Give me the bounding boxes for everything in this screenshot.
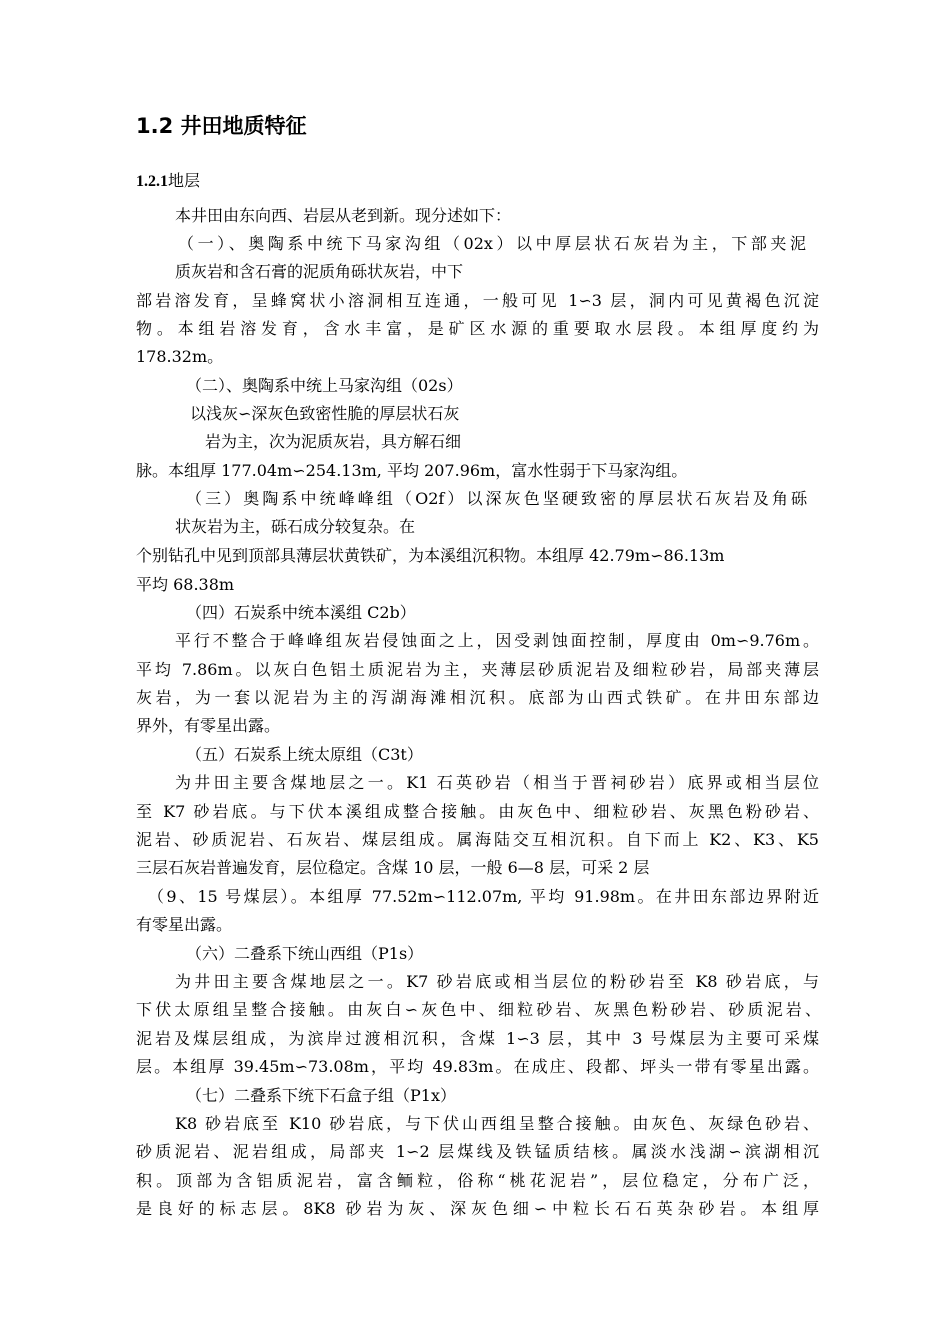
- paragraph-line: 界外，有零星出露。: [136, 716, 281, 735]
- paragraph-line: （三）奥陶系中统峰峰组（O2f）以深灰色坚硬致密的厚层状石灰岩及角砾: [186, 489, 807, 508]
- paragraph-line: 平均 68.38m: [136, 575, 235, 594]
- subsection-title: 地层: [168, 171, 201, 190]
- paragraph-line: （二）、奥陶系中统上马家沟组（02s）: [186, 376, 463, 395]
- paragraph-line: （五）石炭系上统太原组（C3t）: [186, 745, 423, 764]
- subsection-heading: [136, 168, 200, 191]
- paragraph-line: 砂质泥岩、泥岩组成，局部夹 1∽2 层煤线及铁锰质结核。属淡水浅湖∽滨湖相沉: [136, 1142, 819, 1161]
- paragraph-line: 本井田由东向西、岩层从老到新。现分述如下：: [175, 206, 512, 225]
- paragraph-line: 泥岩及煤层组成，为滨岸过渡相沉积，含煤 1∽3 层，其中 3 号煤层为主要可采煤: [136, 1029, 819, 1048]
- paragraph-line: 灰岩，为一套以泥岩为主的泻湖海滩相沉积。底部为山西式铁矿。在井田东部边: [136, 688, 819, 707]
- paragraph-line: 脉。本组厚 177.04m∽254.13m, 平均 207.96m，富水性弱于下马家沟组。: [136, 461, 688, 480]
- paragraph-line: 为井田主要含煤地层之一。K7 砂岩底或相当层位的粉砂岩至 K8 砂岩底，与: [175, 972, 819, 991]
- paragraph-line: 三层石灰岩普遍发育，层位稳定。含煤 10 层，一般 6—8 层，可采 2 层: [136, 858, 650, 877]
- paragraph-line: 状灰岩为主，砾石成分较复杂。在: [175, 517, 416, 536]
- paragraph-line: 有零星出露。: [136, 915, 233, 934]
- paragraph-line: 平行不整合于峰峰组灰岩侵蚀面之上，因受剥蚀面控制，厚度由 0m∽9.76m。: [175, 631, 819, 650]
- paragraph-line: 178.32m。: [136, 347, 224, 366]
- paragraph-line: 部岩溶发育，呈蜂窝状小溶洞相互连通，一般可见 1∽3 层，洞内可见黄褐色沉淀: [136, 291, 819, 310]
- paragraph-line: 为井田主要含煤地层之一。K1 石英砂岩（相当于晋祠砂岩）底界或相当层位: [175, 773, 819, 792]
- paragraph-line: （四）石炭系中统本溪组 C2b）: [186, 603, 416, 622]
- paragraph-line: 下伏太原组呈整合接触。由灰白∽灰色中、细粒砂岩、灰黑色粉砂岩、砂质泥岩、: [136, 1000, 821, 1019]
- paragraph-line: （9、15 号煤层）。本组厚 77.52m∽112.07m, 平均 91.98m。在井田东部边界附近: [148, 887, 819, 906]
- paragraph-line: 是良好的标志层。8K8 砂岩为灰、深灰色细∽中粒长石石英杂砂岩。本组厚: [136, 1199, 819, 1218]
- paragraph-line: （一）、奥陶系中统下马家沟组（02x）以中厚层状石灰岩为主，下部夹泥: [178, 234, 806, 253]
- paragraph-line: 至 K7 砂岩底。与下伏本溪组成整合接触。由灰色中、细粒砂岩、灰黑色粉砂岩、: [136, 802, 819, 821]
- paragraph-line: 以浅灰∽深灰色致密性脆的厚层状石灰: [190, 404, 460, 423]
- paragraph-line: 泥岩、砂质泥岩、石灰岩、煤层组成。属海陆交互相沉积。自下而上 K2、K3、K5: [136, 830, 819, 849]
- paragraph-line: （六）二叠系下统山西组（P1s）: [186, 944, 424, 963]
- paragraph-line: K8 砂岩底至 K10 砂岩底，与下伏山西组呈整合接触。由灰色、灰绿色砂岩、: [175, 1114, 819, 1133]
- paragraph-line: 个别钻孔中见到顶部具薄层状黄铁矿，为本溪组沉积物。本组厚 42.79m∽86.13m: [136, 546, 725, 565]
- paragraph-line: （七）二叠系下统下石盒子组（P1x）: [186, 1086, 456, 1105]
- section-heading: 1.2 井田地质特征: [136, 114, 307, 138]
- paragraph-line: 物。本组岩溶发育，含水丰富，是矿区水源的重要取水层段。本组厚度约为: [136, 319, 819, 338]
- paragraph-line: 层。本组厚 39.45m∽73.08m，平均 49.83m。在成庄、段都、坪头一带有零星出露。: [136, 1057, 819, 1076]
- paragraph-line: 积。顶部为含铝质泥岩，富含鲕粒，俗称“桃花泥岩”，层位稳定，分布广泛，: [136, 1171, 819, 1190]
- paragraph-line: 岩为主，次为泥质灰岩，具方解石细: [205, 432, 462, 451]
- paragraph-line: 质灰岩和含石膏的泥质角砾状灰岩，中下: [175, 262, 464, 281]
- subsection-number: 1.2.1: [136, 173, 168, 190]
- paragraph-line: 平均 7.86m。以灰白色铝土质泥岩为主，夹薄层砂质泥岩及细粒砂岩，局部夹薄层: [136, 660, 819, 679]
